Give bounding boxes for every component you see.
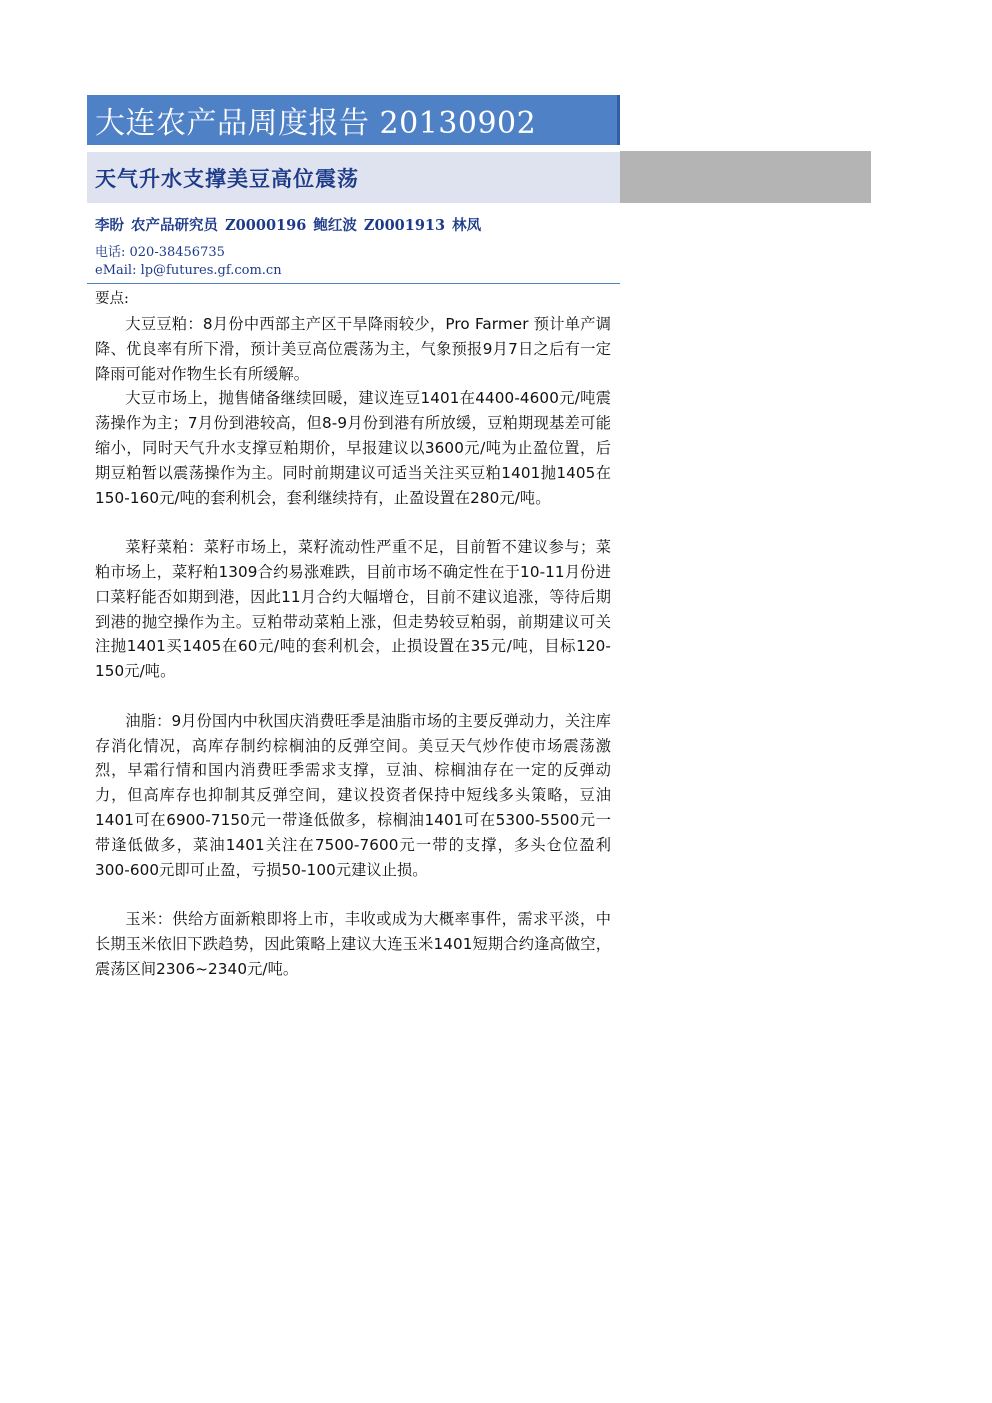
report-body [95,312,611,982]
paragraph-soybean: 大豆豆粕：8月份中西部主产区干旱降雨较少，Pro Farmer 预计单产调降、优良率有所下滑，预计美豆高位震荡为主，气象预报9月7日之后有一定降雨可能对作物生长有所缓解。 [95,315,611,383]
authors-line: 李盼 农产品研究员 Z0000196 鲍红波 Z0001913 林凤 [95,217,482,234]
paragraph-oils: 油脂：9月份国内中秋国庆消费旺季是油脂市场的主要反弹动力，关注库存消化情况，高库存制约棕榈油的反弹空间。美豆天气炒作使市场震荡激烈，早霜行情和国内消费旺季需求支撑，豆油、棕榈油存在一定的反弹动力，但高库存也抑制其反弹空间，建议投资者保持中短线多头策略，豆油1401可在6900-7150元一带逢低做多，棕榈油1401可在5300-5500元一带逢低做多，菜油1401关注在7500-7600元一带的支撑，多头仓位盈利300-600元即可止盈，亏损50-100元建议止损。 [95,711,611,879]
email-line: eMail: lp@futures.gf.com.cn [95,263,282,278]
phone-line: 电话: 020-38456735 [95,245,225,260]
paragraph-gap [95,684,611,709]
paragraph-gap [95,510,611,535]
keypoints-label: 要点: [95,291,129,307]
decorative-gray-block [620,151,871,203]
paragraph-rapeseed: 菜籽菜粕：菜籽市场上，菜籽流动性严重不足，目前暂不建议参与；菜粕市场上，菜籽粕1309合约易涨难跌，目前市场不确定性在于10-11月份进口菜籽能否如期到港，因此11月合约大幅增仓，目前不建议追涨，等待后期到港的抛空操作为主。豆粕带动菜粕上涨，但走势较豆粕弱，前期建议可关注抛1401买1405在60元/吨的套利机会，止损设置在35元/吨，目标120-150元/吨。 [95,538,611,681]
report-title: 大连农产品周度报告 20130902 [95,106,537,141]
paragraph-gap [95,882,611,907]
report-subtitle-bar [87,152,620,203]
paragraph-corn: 玉米：供给方面新粮即将上市，丰收或成为大概率事件，需求平淡，中长期玉米依旧下跌趋势，因此策略上建议大连玉米1401短期合约逢高做空，震荡区间2306~2340元/吨。 [95,910,611,978]
header-divider [87,283,620,284]
report-title-bar [87,95,620,145]
paragraph-soybean-market: 大豆市场上，抛售储备继续回暖，建议连豆1401在4400-4600元/吨震荡操作为主；7月份到港较高，但8-9月份到港有所放缓，豆粕期现基差可能缩小，同时天气升水支撑豆粕期价，早报建议以3600元/吨为止盈位置，后期豆粕暂以震荡操作为主。同时前期建议可适当关注买豆粕1401抛1405在150-160元/吨的套利机会，套利继续持有，止盈设置在280元/吨。 [95,389,611,507]
report-subtitle: 天气升水支撑美豆高位震荡 [95,165,359,191]
